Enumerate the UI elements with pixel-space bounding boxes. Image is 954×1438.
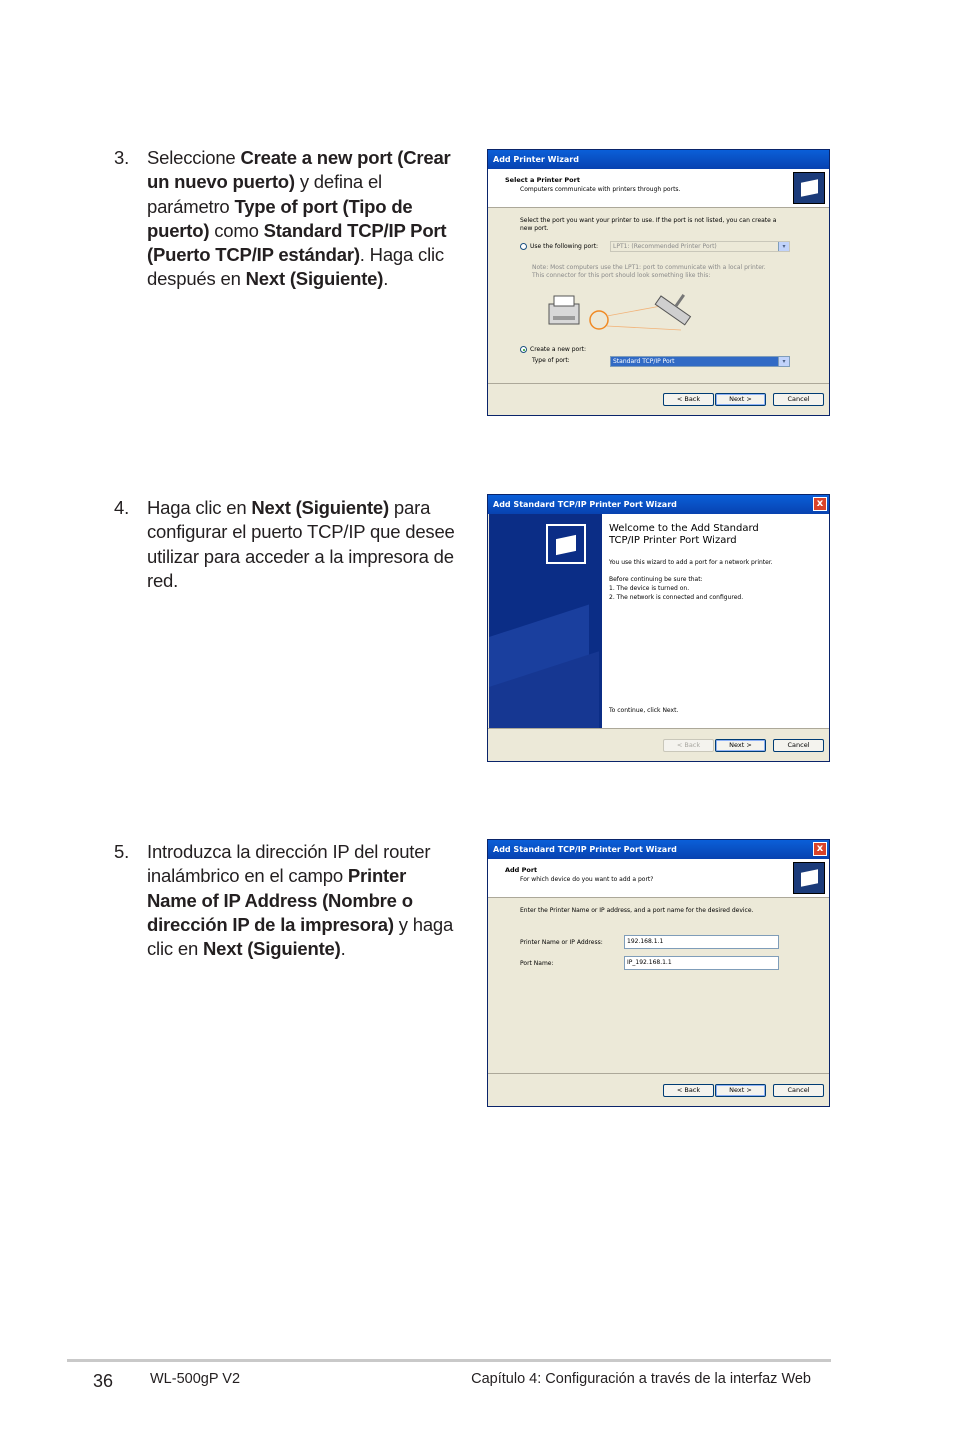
add-printer-wizard-screenshot: [487, 149, 830, 416]
step-number: 3.: [114, 147, 130, 168]
tcpip-wizard-welcome-screenshot: [487, 494, 830, 762]
divider: [488, 383, 829, 384]
note-line-2: This connector for this port should look something like this:: [532, 272, 711, 279]
text-run: como: [209, 219, 264, 241]
printer-wizard-icon: [793, 172, 825, 204]
window-title-text: Add Standard TCP/IP Printer Port Wizard: [493, 845, 677, 854]
use-existing-port-label: Use the following port:: [530, 243, 599, 250]
port-name-input[interactable]: IP_192.168.1.1: [624, 956, 779, 970]
bold-term: Printer Name of IP Address (Nombre o dirección IP de la impresora): [147, 865, 413, 935]
window-title: [488, 840, 829, 859]
type-of-port-select[interactable]: [610, 356, 790, 367]
step-number: 5.: [114, 841, 130, 862]
port-name-label: Port Name:: [520, 960, 554, 967]
wizard-side-banner: [489, 514, 602, 728]
wizard-header: [488, 859, 829, 898]
cancel-button[interactable]: Cancel: [773, 1084, 824, 1097]
back-button[interactable]: < Back: [663, 393, 714, 406]
text-run: Introduzca la dirección IP del router inalámbrico en el campo: [147, 841, 431, 887]
step-number: 4.: [114, 497, 130, 518]
printer-cable-illustration: [543, 286, 723, 342]
create-new-port-label: Create a new port:: [530, 346, 587, 353]
window-title: Add Printer Wizard: [488, 150, 829, 169]
note-line-1: Note: Most computers use the LPT1: port to communicate with a local printer.: [532, 264, 766, 271]
cancel-button[interactable]: Cancel: [773, 393, 824, 406]
instruction-line-1: Select the port you want your printer to use. If the port is not listed, you can create a: [520, 217, 777, 224]
text-run: .: [383, 268, 389, 290]
bold-term: Next (Siguiente): [202, 938, 341, 960]
header-title: Select a Printer Port: [505, 176, 580, 184]
chevron-down-icon: ▾: [778, 242, 789, 251]
page-number: 36: [93, 1371, 114, 1391]
welcome-heading: [609, 523, 759, 547]
close-icon[interactable]: x: [813, 497, 827, 511]
step-text: [147, 146, 459, 292]
type-of-port-value: Standard TCP/IP Port: [613, 358, 675, 365]
product-name: WL-500gP V2: [150, 1371, 241, 1387]
header-subtitle: Computers communicate with printers through ports.: [520, 186, 681, 193]
bold-term: Type of port (Tipo de puerto): [147, 195, 413, 241]
cancel-button[interactable]: Cancel: [773, 739, 824, 752]
text-run: para configurar el puerto TCP/IP que desee utilizar para acceder a la impresora de red.: [147, 497, 455, 591]
wizard-description: You use this wizard to add a port for a network printer.: [609, 559, 773, 566]
next-button[interactable]: Next >: [715, 393, 766, 406]
instruction: Enter the Printer Name or IP address, and a port name for the desired device.: [520, 907, 754, 914]
printer-wizard-icon: [546, 524, 586, 564]
create-new-port-radio[interactable]: [520, 346, 527, 353]
requirement-1: 1. The device is turned on.: [609, 585, 690, 592]
text-run: y defina el parámetro: [147, 171, 382, 217]
window-title-text: Add Standard TCP/IP Printer Port Wizard: [493, 500, 677, 509]
text-run: . Haga clic después en: [147, 244, 444, 290]
close-icon[interactable]: x: [813, 842, 827, 856]
chevron-down-icon: ▾: [778, 357, 789, 366]
header-title: Add Port: [505, 866, 538, 874]
chapter-title: Capítulo 4: Configuración a través de la interfaz Web: [471, 1371, 811, 1387]
next-button[interactable]: Next >: [715, 1084, 766, 1097]
bold-term: Create a new port (Crear un nuevo puerto): [147, 147, 451, 193]
divider: [488, 1073, 829, 1074]
printer-icon: [549, 296, 579, 324]
parallel-connector-icon: [655, 286, 698, 325]
printer-wizard-icon: [793, 862, 825, 894]
bold-term: Next (Siguiente): [251, 497, 389, 518]
tcpip-wizard-add-port-screenshot: [487, 839, 830, 1107]
wizard-header: [488, 169, 829, 208]
footer-divider: [67, 1359, 831, 1362]
text-run: Seleccione: [147, 147, 241, 168]
before-continuing: Before continuing be sure that:: [609, 576, 703, 583]
bold-term: Standard TCP/IP Port (Puerto TCP/IP estándar): [147, 219, 447, 266]
instruction-line-2: new port.: [520, 225, 549, 232]
step-text: [147, 496, 459, 593]
existing-port-value: LPT1: (Recommended Printer Port): [613, 243, 717, 250]
bold-term: Next (Siguiente): [245, 268, 384, 290]
back-button[interactable]: < Back: [663, 739, 714, 752]
printer-name-input[interactable]: 192.168.1.1: [624, 935, 779, 949]
text-run: .: [340, 938, 346, 960]
printer-name-label: Printer Name or IP Address:: [520, 939, 603, 946]
window-title: [488, 495, 829, 514]
continue-hint: To continue, click Next.: [609, 707, 679, 714]
welcome-heading-line-2: TCP/IP Printer Port Wizard: [609, 535, 737, 546]
type-of-port-label: Type of port:: [532, 357, 570, 364]
welcome-heading-line-1: Welcome to the Add Standard: [609, 523, 759, 534]
text-run: y haga clic en: [147, 913, 454, 960]
divider: [488, 728, 829, 729]
back-button[interactable]: < Back: [663, 1084, 714, 1097]
existing-port-select[interactable]: [610, 241, 790, 252]
text-run: Haga clic en: [147, 497, 252, 518]
welcome-panel: [602, 514, 829, 728]
next-button[interactable]: Next >: [715, 739, 766, 752]
requirement-2: 2. The network is connected and configured.: [609, 594, 744, 601]
port-highlight-circle: [590, 311, 608, 329]
header-subtitle: For which device do you want to add a port?: [520, 876, 654, 883]
step-text: [147, 840, 459, 961]
use-existing-port-radio[interactable]: [520, 243, 527, 250]
